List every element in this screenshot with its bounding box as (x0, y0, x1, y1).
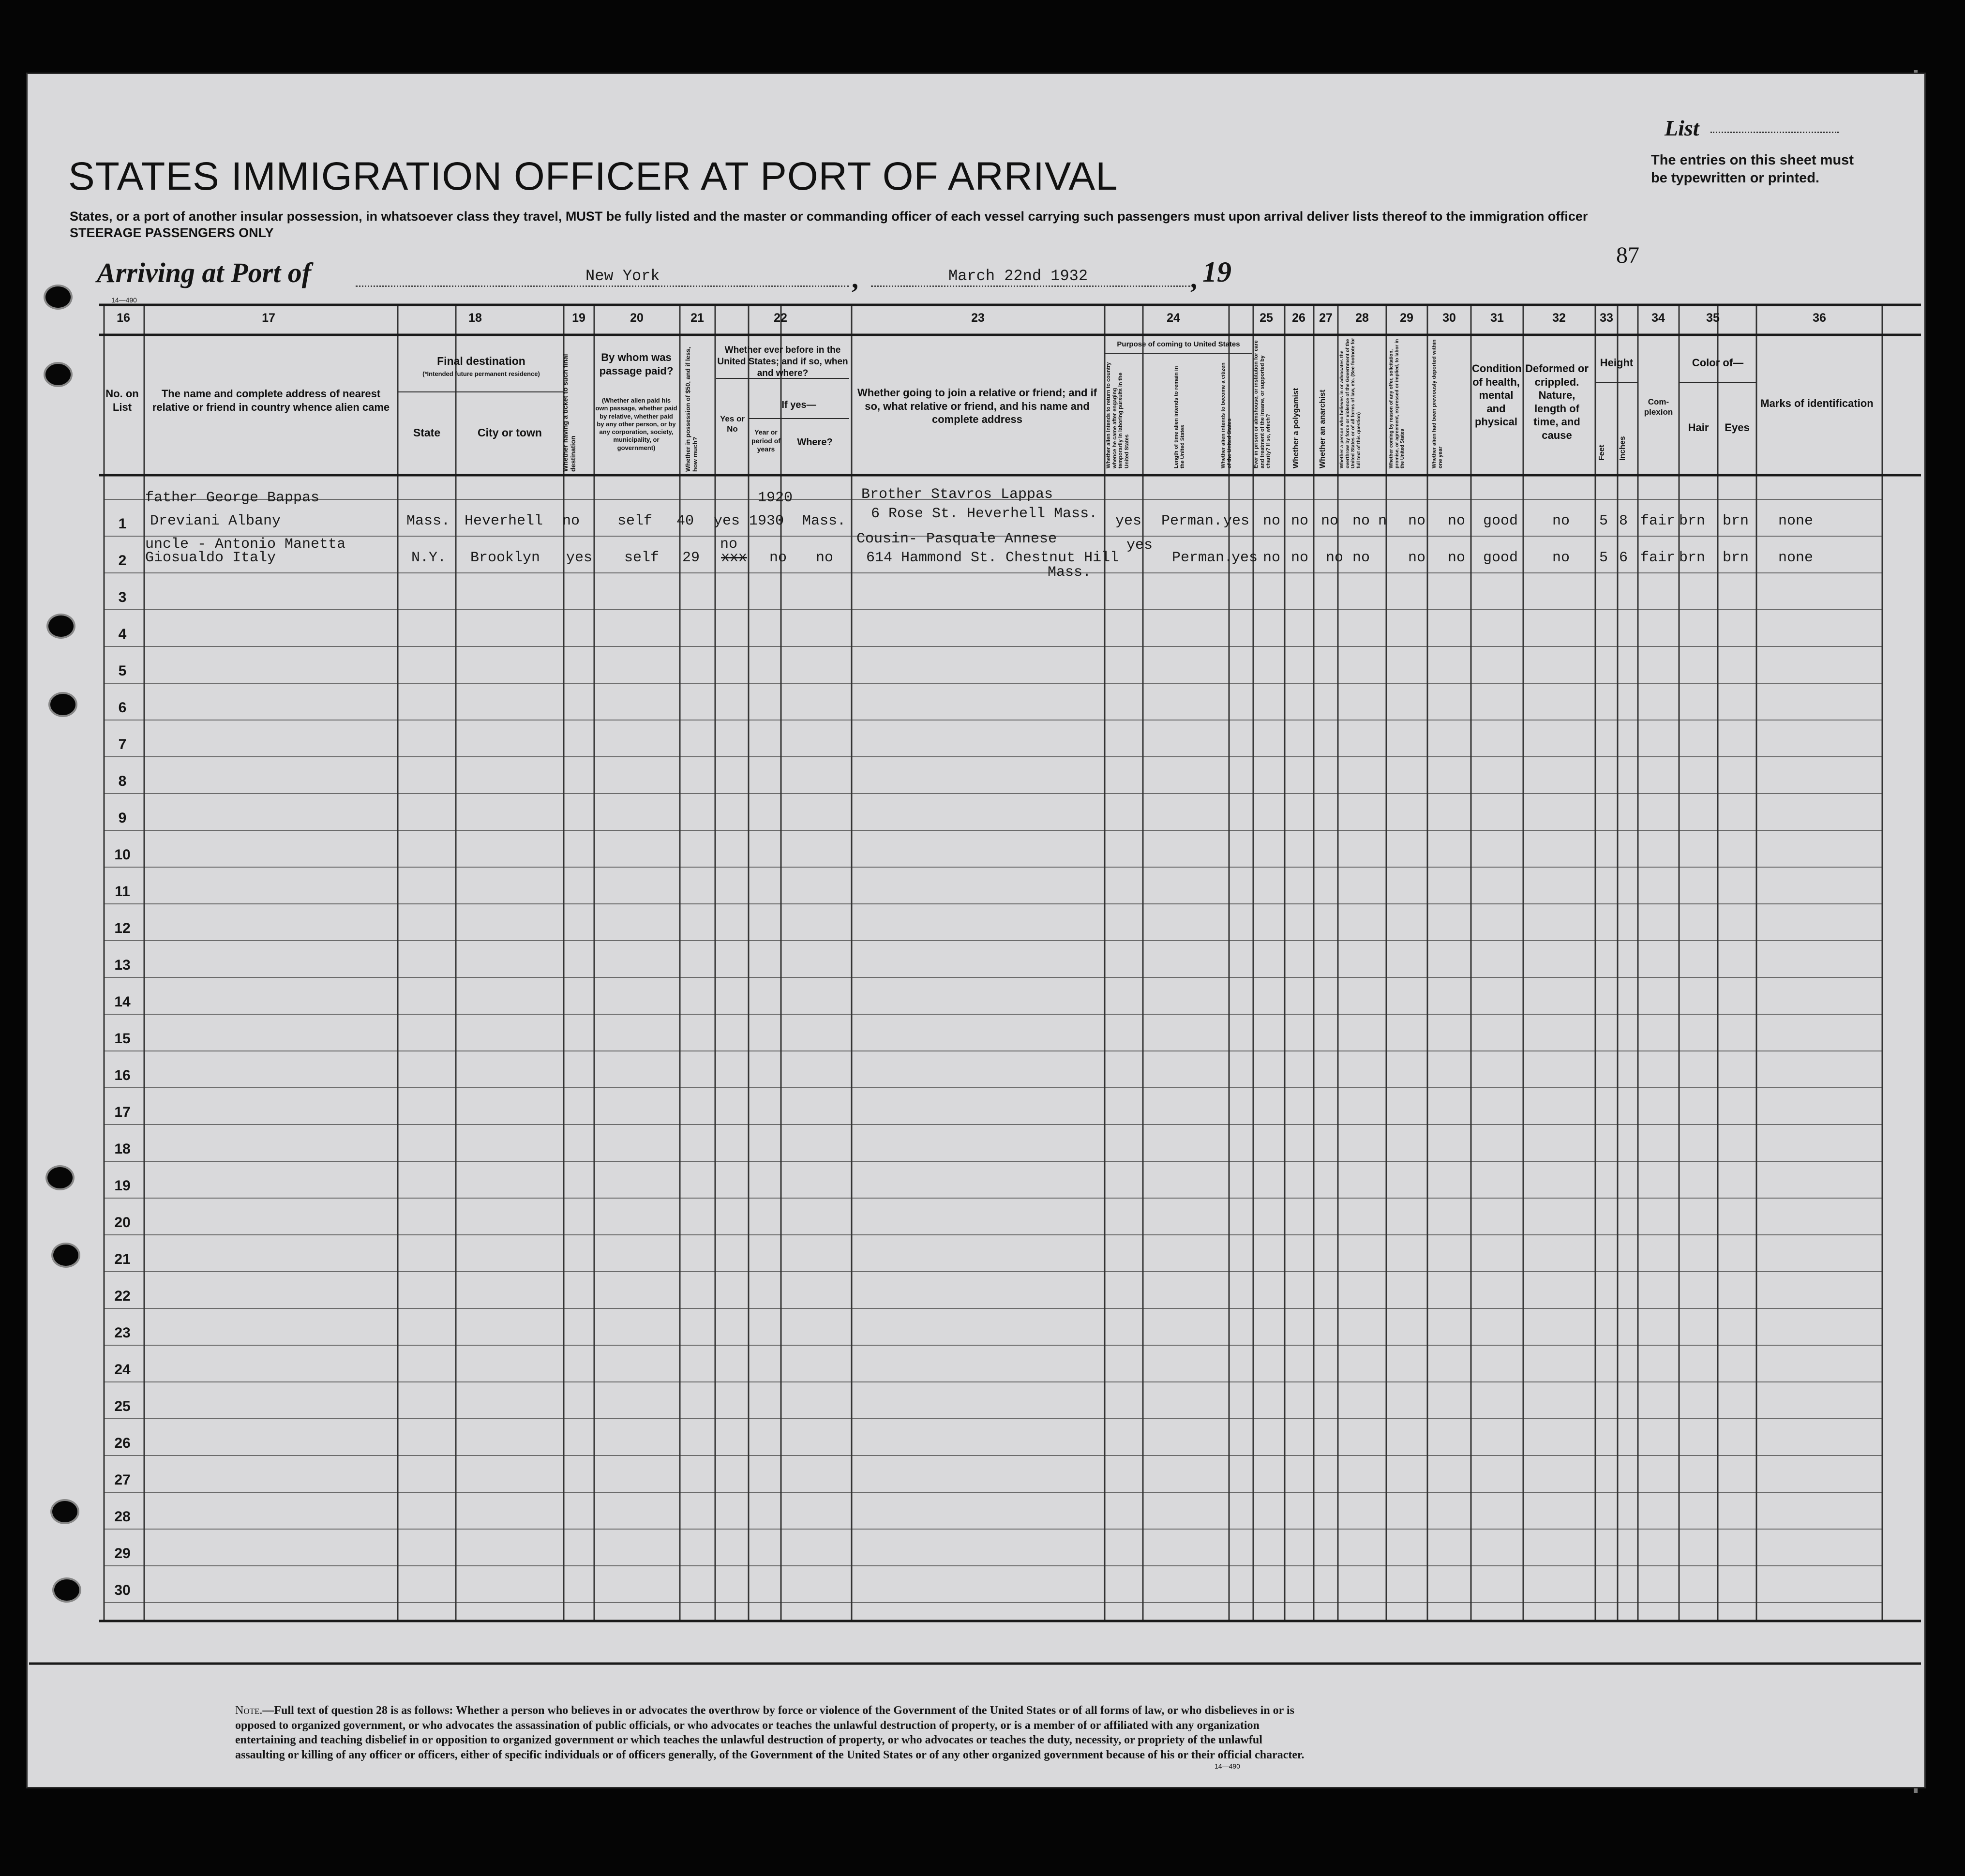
binder-hole (44, 285, 73, 310)
binder-hole (51, 1243, 80, 1268)
row1-purpose-b[interactable]: Perman. (1161, 513, 1223, 529)
header-feet: Feet (1598, 445, 1606, 461)
row1-col28-extra[interactable]: n (1378, 513, 1387, 529)
row2-purpose-c[interactable]: yes (1231, 550, 1258, 566)
header-city: City or town (478, 426, 542, 439)
row-number: 3 (118, 589, 127, 605)
row1-state[interactable]: Mass. (406, 513, 450, 529)
row2-col29[interactable]: no (1408, 550, 1426, 566)
header-health: Condition of health, mental and physical (1472, 362, 1522, 428)
date-field[interactable]: March 22nd 1932 (948, 267, 1088, 285)
row-number: 8 (118, 773, 127, 789)
binder-hole (48, 692, 77, 717)
manifest-sheet (26, 73, 1926, 1788)
row2-deformed[interactable]: no (1552, 550, 1570, 566)
header-height: Height (1600, 357, 1634, 369)
header-col28: Whether a person who believes in or advocates the overthrow by force or violence of the Government of the United States or of all forms of law, etc. (See footnote for full text of this question) (1339, 338, 1362, 468)
row1-health[interactable]: good (1483, 513, 1518, 529)
row-number: 22 (114, 1288, 131, 1304)
column-number: 36 (1813, 311, 1826, 325)
row1-hair[interactable]: brn (1679, 513, 1706, 529)
column-number: 28 (1355, 311, 1369, 325)
header-col29: Whether coming by reason of any offer, solicitation, promise, or agreement, expressed or implied, to labor in the United States (1389, 339, 1405, 468)
column-number: 24 (1167, 311, 1180, 325)
header-state: State (413, 426, 441, 439)
header-anarchist: Whether an anarchist (1319, 390, 1327, 468)
row2-health[interactable]: good (1483, 550, 1518, 566)
row1-ticket[interactable]: no (562, 513, 580, 529)
row1-feet[interactable]: 5 (1599, 513, 1608, 529)
row1-relative-line1[interactable]: father George Bappas (145, 490, 320, 506)
row1-purpose-a[interactable]: yes (1115, 513, 1142, 529)
row2-purpose-a[interactable]: yes (1126, 537, 1153, 554)
row1-col29[interactable]: no (1408, 513, 1426, 529)
header-no-on-list: No. on List (105, 388, 139, 413)
footnote-title: Note. (235, 1704, 263, 1717)
column-number: 23 (971, 311, 985, 325)
row-number: 21 (114, 1251, 131, 1267)
port-field-line (356, 285, 849, 287)
binder-hole (45, 1165, 75, 1190)
row1-col30[interactable]: no (1448, 513, 1466, 529)
row1-deformed[interactable]: no (1552, 513, 1570, 529)
row1-city[interactable]: Heverhell (465, 513, 543, 529)
row1-complexion[interactable]: fair (1640, 513, 1676, 529)
row1-relative-line2[interactable]: Dreviani Albany (150, 513, 281, 529)
row2-col30[interactable]: no (1448, 550, 1466, 566)
list-label: List (1665, 116, 1699, 140)
header-passage-title: By whom was passage paid? (599, 351, 674, 377)
row1-paid-by[interactable]: self (617, 513, 653, 529)
row-number: 10 (114, 847, 131, 863)
form-corner-code: 14—490 (111, 296, 137, 304)
list-number-field[interactable] (1710, 132, 1839, 133)
row1-where[interactable]: Mass. (802, 513, 846, 529)
column-number: 17 (262, 311, 275, 325)
row1-inches[interactable]: 8 (1619, 513, 1628, 529)
column-number: 35 (1706, 311, 1720, 325)
row-number: 7 (118, 736, 127, 752)
date-field-line (871, 285, 1190, 287)
row-number: 23 (114, 1325, 131, 1341)
arriving-label: Arriving at Port of (97, 257, 312, 288)
row2-relative-line1[interactable]: uncle - Antonio Manetta (145, 536, 346, 553)
column-number: 22 (774, 311, 787, 325)
binder-hole (46, 614, 75, 639)
row-number: 9 (118, 810, 127, 826)
row2-before[interactable]: no (720, 536, 738, 553)
column-number: 30 (1442, 311, 1456, 325)
header-eyes: Eyes (1725, 421, 1750, 434)
row2-polygamist[interactable]: no (1291, 550, 1309, 566)
header-inches: Inches (1619, 436, 1627, 461)
row1-joining-line1[interactable]: Brother Stavros Lappas (861, 486, 1053, 503)
header-if-yes: If yes— (781, 400, 816, 410)
header-polygamist: Whether a polygamist (1292, 388, 1300, 468)
row2-complexion[interactable]: fair (1640, 550, 1676, 566)
row2-hair[interactable]: brn (1679, 550, 1706, 566)
row-number: 17 (114, 1104, 131, 1120)
row2-before-struck[interactable]: xxx (721, 550, 748, 566)
row-number: 4 (118, 626, 127, 642)
row1-years-line1[interactable]: 1920 (758, 490, 793, 506)
header-complexion: Com-plexion (1644, 397, 1673, 417)
row2-anarchist[interactable]: no (1326, 550, 1344, 566)
row-number: 24 (114, 1362, 131, 1378)
row-number: 14 (114, 994, 131, 1010)
row2-inches[interactable]: 6 (1619, 550, 1628, 566)
row2-state[interactable]: N.Y. (411, 550, 447, 566)
row2-city[interactable]: Brooklyn (470, 550, 540, 566)
row-number: 27 (114, 1472, 131, 1488)
row2-joining-line3[interactable]: Mass. (1048, 564, 1092, 581)
column-number: 34 (1651, 311, 1665, 325)
column-number: 32 (1552, 311, 1566, 325)
row-number: 1 (118, 516, 127, 532)
column-number: 31 (1490, 311, 1504, 325)
row2-money[interactable]: 29 (682, 550, 700, 566)
instruction-line-2: be typewritten or printed. (1651, 170, 1820, 186)
row2-prison[interactable]: no (1263, 550, 1281, 566)
column-number: 27 (1319, 311, 1333, 325)
row2-eyes[interactable]: brn (1723, 550, 1749, 566)
page-number: 87 (1616, 242, 1639, 268)
column-number: 20 (630, 311, 644, 325)
column-number: 16 (117, 311, 130, 325)
header-prison: Ever in prison or almshouse, or institution for care and treatment of the insane, or supported by charity? If so, which? (1253, 340, 1272, 468)
row-number: 26 (114, 1435, 131, 1451)
row-number: 18 (114, 1141, 131, 1157)
row2-joining-line2[interactable]: 614 Hammond St. Chestnut Hill (866, 550, 1119, 566)
row1-col28[interactable]: no (1352, 513, 1370, 529)
row1-money[interactable]: 40 (676, 513, 694, 529)
header-passage-note: (Whether alien paid his own passage, whether paid by relative, whether paid by any other person, or by any corporation, society, municipality, or government) (595, 397, 677, 451)
header-deformed: Deformed or crippled. Nature, length of time, and cause (1525, 362, 1589, 441)
row-number: 15 (114, 1031, 131, 1047)
row-number: 29 (114, 1546, 131, 1561)
page-title: STATES IMMIGRATION OFFICER AT PORT OF ARRIVAL (68, 154, 1118, 198)
row2-paid-by[interactable]: self (624, 550, 660, 566)
header-money: Whether in possession of $50, and if less, how much? (684, 347, 699, 472)
row1-polygamist[interactable]: no (1291, 513, 1309, 529)
row2-col28[interactable]: no (1352, 550, 1370, 566)
subtitle-line: States, or a port of another insular possession, in whatsoever class they travel, MUST be fully listed and the master or commanding officer of each vessel carrying such passengers must upon arrival deliver lists thereof to the immigration officer (70, 209, 1588, 224)
row2-ticket[interactable]: yes (566, 550, 593, 566)
steerage-note: STEERAGE PASSENGERS ONLY (70, 225, 274, 240)
row1-joining-line2[interactable]: 6 Rose St. Heverhell Mass. (871, 506, 1098, 522)
row-number: 6 (118, 700, 127, 716)
row1-prison[interactable]: no (1263, 513, 1281, 529)
header-hair: Hair (1688, 421, 1709, 434)
binder-hole (52, 1577, 81, 1603)
port-field[interactable]: New York (585, 267, 660, 285)
row2-relative-line2[interactable]: Giosualdo Italy (145, 550, 276, 566)
instruction-line-1: The entries on this sheet must (1651, 152, 1854, 168)
binder-hole (50, 1499, 79, 1524)
header-before-title: Whether ever before in the United States; and if so, when and where? (717, 345, 848, 378)
comma: , (852, 264, 858, 294)
form-code: 14—490 (1215, 1762, 1240, 1770)
binder-hole (44, 362, 73, 387)
column-number: 25 (1260, 311, 1273, 325)
row2-feet[interactable]: 5 (1599, 550, 1608, 566)
row-number: 30 (114, 1582, 131, 1598)
row2-purpose-b[interactable]: Perman. (1172, 550, 1233, 566)
row-number: 20 (114, 1215, 131, 1231)
row2-years-line2[interactable]: no (769, 550, 787, 566)
header-nearest-relative: The name and complete address of nearest relative or friend in country whence alien came (152, 388, 390, 413)
comma: , (1190, 264, 1197, 294)
row2-marks[interactable]: none (1778, 550, 1814, 566)
row1-marks[interactable]: none (1778, 513, 1814, 529)
row-number: 13 (114, 957, 131, 973)
header-final-destination-note: (*Intended future permanent residence) (422, 370, 540, 377)
header-year-period: Year or period of years (751, 428, 780, 453)
footnote (235, 1703, 1309, 1763)
header-final-destination: Final destination (437, 355, 525, 367)
row-number: 19 (114, 1178, 131, 1194)
column-number: 19 (572, 311, 585, 325)
year-prefix: 19 (1202, 256, 1231, 288)
header-purpose: Purpose of coming to United States (1117, 340, 1240, 348)
row1-purpose-c[interactable]: yes (1223, 513, 1250, 529)
row-number: 11 (115, 884, 130, 900)
row1-anarchist[interactable]: no (1321, 513, 1339, 529)
row-number: 12 (114, 920, 131, 936)
column-number: 33 (1600, 311, 1613, 325)
row2-where[interactable]: no (816, 550, 834, 566)
header-marks: Marks of identification (1760, 397, 1874, 409)
column-number: 26 (1292, 311, 1305, 325)
row1-before[interactable]: yes (714, 513, 740, 529)
row1-years-line2[interactable]: 1930 (749, 513, 784, 529)
row-number: 25 (114, 1398, 131, 1414)
header-purpose-b: Length of time alien intends to remain in the United States (1173, 366, 1185, 468)
header-purpose-c: Whether alien intends to become a citizen of the United States (1220, 362, 1232, 468)
row-number: 16 (114, 1067, 131, 1083)
footnote-text: —Full text of question 28 is as follows: Whether a person who believes in or advocates the overthrow by force or violence of the Government of the United States or of all forms of law, or who disbelieves in or is opposed to organized government, or who advocates the assassination of public officials, or who advocates or teaches the unlawful destruction of property, or is a member of or affiliated with any organization entertaining and teaching disbelief in or opposition to organized government or which teaches the unlawful destruction of property, or who advocates or teaches the duty, necessity, or propriety of the unlawful assaulting or killing of any officer or officers, either of specific individuals or of officers generally, of the Government of the United States or of any other organized government because of his or their official character. (235, 1704, 1305, 1762)
row-number: 2 (118, 553, 127, 569)
header-col30: Whether alien had been previously deported within one year (1431, 339, 1443, 468)
column-number: 21 (690, 311, 704, 325)
header-relative-us: Whether going to join a relative or friend; and if so, what relative or friend, and his name and complete address (857, 387, 1097, 425)
header-color-of: Color of— (1692, 357, 1744, 369)
column-number: 29 (1400, 311, 1413, 325)
row1-eyes[interactable]: brn (1723, 513, 1749, 529)
column-number: 18 (468, 311, 482, 325)
header-yes-or-no: Yes or No (720, 414, 745, 434)
row2-joining-line1[interactable]: Cousin- Pasquale Annese (856, 531, 1057, 547)
header-ticket: Whether having a ticket to such final destination (561, 354, 577, 472)
header-purpose-a: Whether alien intends to return to country whence he came after engaging temporarily in laboring pursuits in the United States (1106, 362, 1130, 468)
header-where: Where? (797, 437, 833, 448)
row-number: 28 (114, 1509, 131, 1525)
row-number: 5 (118, 663, 127, 679)
